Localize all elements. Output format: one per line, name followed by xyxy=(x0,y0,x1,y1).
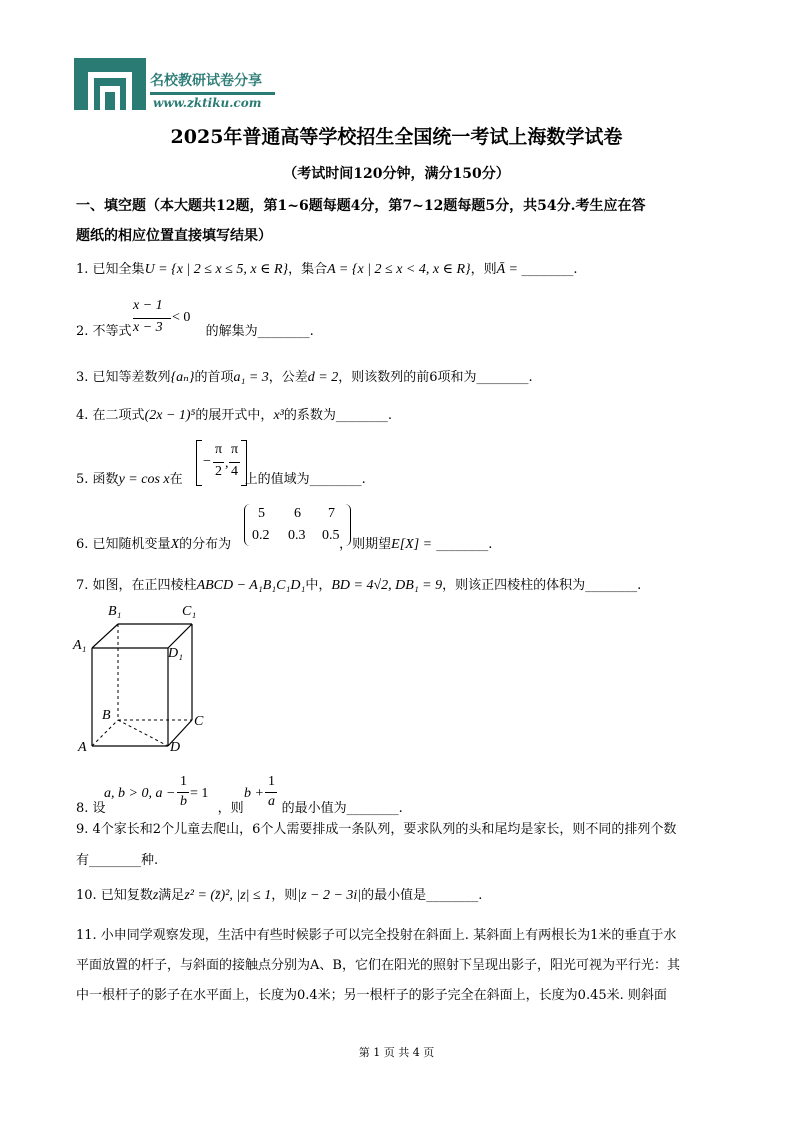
q9-text-a: 有 xyxy=(76,853,90,868)
label-d: D xyxy=(170,740,181,755)
q8-text-b: ，则 xyxy=(217,801,244,816)
q8-expression: b + xyxy=(244,786,264,801)
q2-fraction-denominator: x − 3 xyxy=(133,320,163,335)
q10-text-d: 的最小值是 xyxy=(361,888,427,903)
q8-frac2-den: a xyxy=(268,794,275,809)
q5-number: 5. xyxy=(76,472,89,487)
q7-text-c: ，则该正四棱柱的体积为 xyxy=(442,578,586,593)
q6-expectation: E[X] = xyxy=(391,537,433,552)
logo-name: 名校教研试卷分享 xyxy=(150,73,262,89)
q10-number: 10. xyxy=(76,888,97,903)
page-title: 2025年普通高等学校招生全国统一考试上海数学试卷 xyxy=(170,126,623,148)
q10-text-c: ，则 xyxy=(271,888,298,903)
q5-text-a: 函数 xyxy=(92,472,119,487)
q3-text-f: . xyxy=(528,370,533,385)
label-b1: B₁ xyxy=(108,604,122,619)
q1-text-d: . xyxy=(573,262,578,277)
logo-building-icon xyxy=(74,58,146,110)
q6-prob-1: 0.2 xyxy=(252,528,270,543)
question-5 xyxy=(76,472,366,488)
q6-value-7: 7 xyxy=(328,506,335,521)
q3-text-c: ，公差 xyxy=(268,370,308,385)
q5-text-c: 上的值域为 xyxy=(244,472,310,487)
question-9-line2 xyxy=(76,853,158,869)
edge-a1-b1 xyxy=(92,624,118,648)
question-9-line1: 9. 4个家长和2个儿童去爬山，6个人需要排成一条队列，要求队列的头和尾均是家长，则不同的排列个数 xyxy=(76,822,677,837)
q4-text-a: 在二项式 xyxy=(92,408,145,423)
question-8 xyxy=(76,801,403,817)
question-6 xyxy=(76,537,492,553)
q1-text-b: ，集合 xyxy=(288,262,328,277)
q8-text-c: 的最小值为 xyxy=(281,801,347,816)
page-subtitle: （考试时间120分钟，满分150分） xyxy=(283,166,510,182)
label-a: A xyxy=(78,740,87,755)
q5-text-d: . xyxy=(361,472,366,487)
q2-fraction-bar xyxy=(133,318,171,319)
label-c: C xyxy=(194,714,204,729)
q5-comma: , xyxy=(225,456,229,471)
q10-variable: z xyxy=(152,888,159,903)
q8-condition-part1: a, b > 0, a − xyxy=(104,786,176,801)
q9-text-b: 种. xyxy=(141,853,159,868)
logo-url[interactable]: www.zktiku.com xyxy=(153,96,262,110)
question-11-line1: 11. 小申同学观察发现，生活中有些时候影子可以完全投射在斜面上. 某斜面上有两根长为1米的垂直于水 xyxy=(76,928,677,943)
q3-common-difference: d = 2 xyxy=(307,370,339,385)
q7-number: 7. xyxy=(76,578,89,593)
diagonal-b-d-hidden xyxy=(118,720,168,746)
q7-answer-blank[interactable]: ________ xyxy=(585,578,638,593)
q10-text-b: 满足 xyxy=(158,888,185,903)
q6-text-c: ，则期望 xyxy=(339,537,392,552)
q4-term: x³ xyxy=(273,408,284,423)
q3-first-term: a₁ = 3 xyxy=(233,370,269,385)
q5-function: y = cos x xyxy=(118,472,170,487)
q1-answer-blank[interactable]: ________ xyxy=(521,262,574,277)
q6-value-6: 6 xyxy=(294,506,301,521)
question-4 xyxy=(76,408,392,424)
prism-figure xyxy=(70,600,220,765)
q2-text-b: 的解集为 xyxy=(205,324,258,339)
q5-lo-den: 2 xyxy=(215,464,222,479)
q8-text-d: . xyxy=(398,801,403,816)
q4-number: 4. xyxy=(76,408,89,423)
q8-number: 8. xyxy=(76,801,89,816)
question-7 xyxy=(76,578,641,594)
q5-text-b: 在 xyxy=(169,472,183,487)
q4-text-b: 的展开式中， xyxy=(195,408,274,423)
page-footer: 第 1 页 共 4 页 xyxy=(358,1046,435,1059)
q5-minus: − xyxy=(203,454,211,469)
q7-text-a: 如图，在正四棱柱 xyxy=(92,578,197,593)
q9-answer-blank[interactable]: ________ xyxy=(89,853,142,868)
q3-sequence: {aₙ} xyxy=(170,370,195,385)
section-heading-line1: 一、填空题（本大题共12题，第1~6题每题4分，第7~12题每题5分，共54分.考生应在答 xyxy=(76,198,646,214)
q2-relation: < 0 xyxy=(172,310,191,325)
q8-answer-blank[interactable]: ________ xyxy=(346,801,399,816)
q4-binomial: (2x − 1)⁵ xyxy=(144,408,196,423)
q6-answer-blank[interactable]: ________ xyxy=(436,537,489,552)
q1-text-c: ，则 xyxy=(470,262,497,277)
q2-answer-blank[interactable]: ________ xyxy=(257,324,310,339)
q3-text-b: 的首项 xyxy=(194,370,234,385)
q3-answer-blank[interactable]: ________ xyxy=(476,370,529,385)
q8-condition-part2: = 1 xyxy=(190,786,209,801)
q6-prob-2: 0.3 xyxy=(288,528,306,543)
q1-set-a: A = {x | 2 ≤ x < 4, x ∈ R} xyxy=(327,262,471,277)
q7-text-d: . xyxy=(637,578,642,593)
question-3 xyxy=(76,370,533,386)
q2-number: 2. xyxy=(76,324,89,339)
q1-text-a: 已知全集 xyxy=(92,262,145,277)
q1-set-u: U = {x | 2 ≤ x ≤ 5, x ∈ R} xyxy=(144,262,289,277)
q7-prism: ABCD − A₁B₁C₁D₁ xyxy=(196,578,306,593)
q10-expression: |z − 2 − 3i| xyxy=(297,888,362,903)
q5-hi-den: 4 xyxy=(231,464,238,479)
q7-condition: BD = 4√2, DB₁ = 9 xyxy=(331,578,443,593)
edge-d1-c1 xyxy=(168,624,192,648)
q2-fraction-numerator: x − 1 xyxy=(133,298,163,313)
q5-answer-blank[interactable]: ________ xyxy=(309,472,362,487)
q4-text-d: . xyxy=(387,408,393,423)
section-heading-line2: 题纸的相应位置直接填写结果） xyxy=(76,228,272,244)
q6-prob-3: 0.5 xyxy=(322,528,340,543)
q5-lo-num: π xyxy=(215,442,223,457)
label-d1: D₁ xyxy=(168,646,183,661)
q8-frac1-den: b xyxy=(180,794,187,809)
q3-number: 3. xyxy=(76,370,89,385)
q10-answer-blank[interactable]: ________ xyxy=(426,888,479,903)
q1-abar: Ā xyxy=(496,262,506,277)
q10-condition: z² = (z̄)², |z| ≤ 1 xyxy=(184,888,272,903)
q1-number: 1. xyxy=(76,262,89,277)
q10-text-a: 已知复数 xyxy=(100,888,153,903)
q7-text-b: 中， xyxy=(305,578,332,593)
q4-text-c: 的系数为 xyxy=(283,408,336,423)
q3-text-a: 已知等差数列 xyxy=(92,370,171,385)
q8-text-a: 设 xyxy=(92,801,106,816)
q8-frac2-num: 1 xyxy=(268,774,275,789)
question-10 xyxy=(76,888,482,904)
label-a1: A₁ xyxy=(73,638,87,653)
q10-text-e: . xyxy=(478,888,483,903)
q6-value-5: 5 xyxy=(258,506,265,521)
q6-variable: X xyxy=(170,537,180,552)
question-2 xyxy=(76,324,314,340)
q2-text-c: . xyxy=(309,324,314,339)
q6-number: 6. xyxy=(76,537,89,552)
q6-text-b: 的分布为 xyxy=(179,537,232,552)
question-11-line3: 中一根杆子的影子在水平面上，长度为0.4米；另一根杆子的影子完全在斜面上，长度为0.45米. 则斜面 xyxy=(76,988,667,1003)
q6-text-a: 已知随机变量 xyxy=(92,537,171,552)
q4-answer-blank[interactable]: ________ xyxy=(335,408,388,423)
q5-lo-bar xyxy=(213,462,224,463)
q1-equals: = xyxy=(509,262,518,277)
label-b: B xyxy=(102,708,111,723)
q5-hi-num: π xyxy=(231,442,239,457)
question-1 xyxy=(76,262,578,278)
q8-frac1-num: 1 xyxy=(180,774,187,789)
label-c1: C₁ xyxy=(182,604,197,619)
question-11-line2: 平面放置的杆子，与斜面的接触点分别为A、B，它们在阳光的照射下呈现出影子，阳光可视为平行光：其 xyxy=(76,958,680,973)
q8-frac1-bar xyxy=(177,792,189,793)
logo-mark xyxy=(74,58,146,110)
q2-text-a: 不等式 xyxy=(92,324,132,339)
q8-frac2-bar xyxy=(265,792,277,793)
q6-text-d: . xyxy=(488,537,493,552)
q5-hi-bar xyxy=(229,462,240,463)
q3-text-e: ，则该数列的前6项和为 xyxy=(338,370,477,385)
